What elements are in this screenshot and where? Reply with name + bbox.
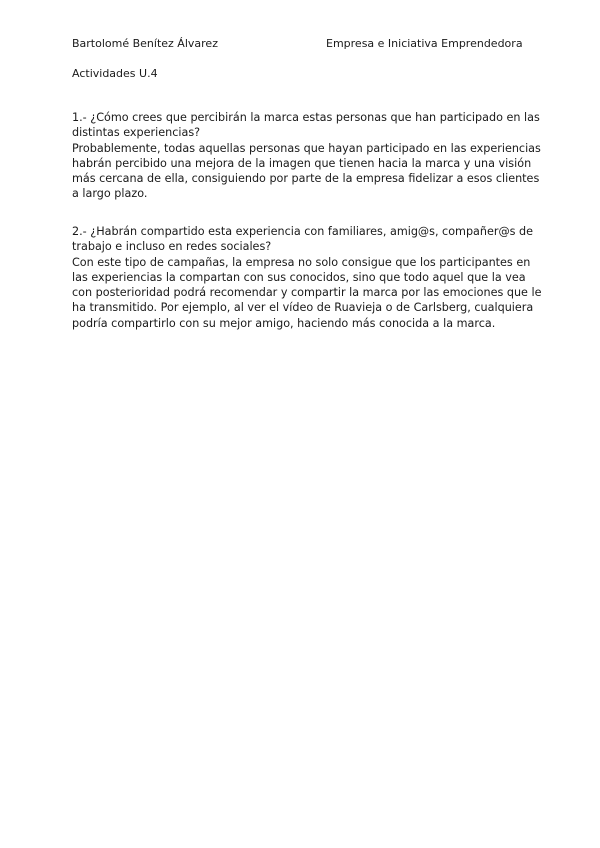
answer-2-line: podría compartirlo con su mejor amigo, haciendo más conocida a la marca.	[72, 316, 496, 330]
answer-1-line: a largo plazo.	[72, 187, 148, 201]
activity-title: Actividades U.4	[72, 67, 158, 80]
answer-1-line: habrán percibido una mejora de la imagen que tienen hacia la marca y una visión	[72, 156, 532, 170]
answer-1-line: más cercana de ella, consiguiendo por parte de la empresa fidelizar a esos clientes	[72, 172, 540, 186]
header-subject: Empresa e Iniciativa Emprendedora	[326, 37, 523, 50]
answer-2-line: con posterioridad podrá recomendar y compartir la marca por las emociones que le	[72, 286, 542, 300]
answer-1-line: Probablemente, todas aquellas personas que hayan participado en las experiencias	[72, 141, 541, 155]
answer-2-line: Con este tipo de campañas, la empresa no solo consigue que los participantes en	[72, 255, 531, 269]
question-1-line: distintas experiencias?	[72, 126, 201, 140]
question-1-line: 1.- ¿Cómo crees que percibirán la marca estas personas que han participado en las	[72, 111, 540, 124]
question-block-1	[72, 110, 541, 202]
header-author: Bartolomé Benítez Álvarez	[72, 37, 218, 50]
question-2-line: trabajo e incluso en redes sociales?	[72, 240, 272, 254]
answer-2-line: ha transmitido. Por ejemplo, al ver el vídeo de Ruavieja o de Carlsberg, cualquiera	[72, 301, 534, 315]
question-2-line: 2.- ¿Habrán compartido esta experiencia con familiares, amig@s, compañer@s de	[72, 225, 534, 238]
answer-2-line: las experiencias la compartan con sus conocidos, sino que todo aquel que la vea	[72, 270, 526, 284]
question-block-2	[72, 224, 542, 331]
